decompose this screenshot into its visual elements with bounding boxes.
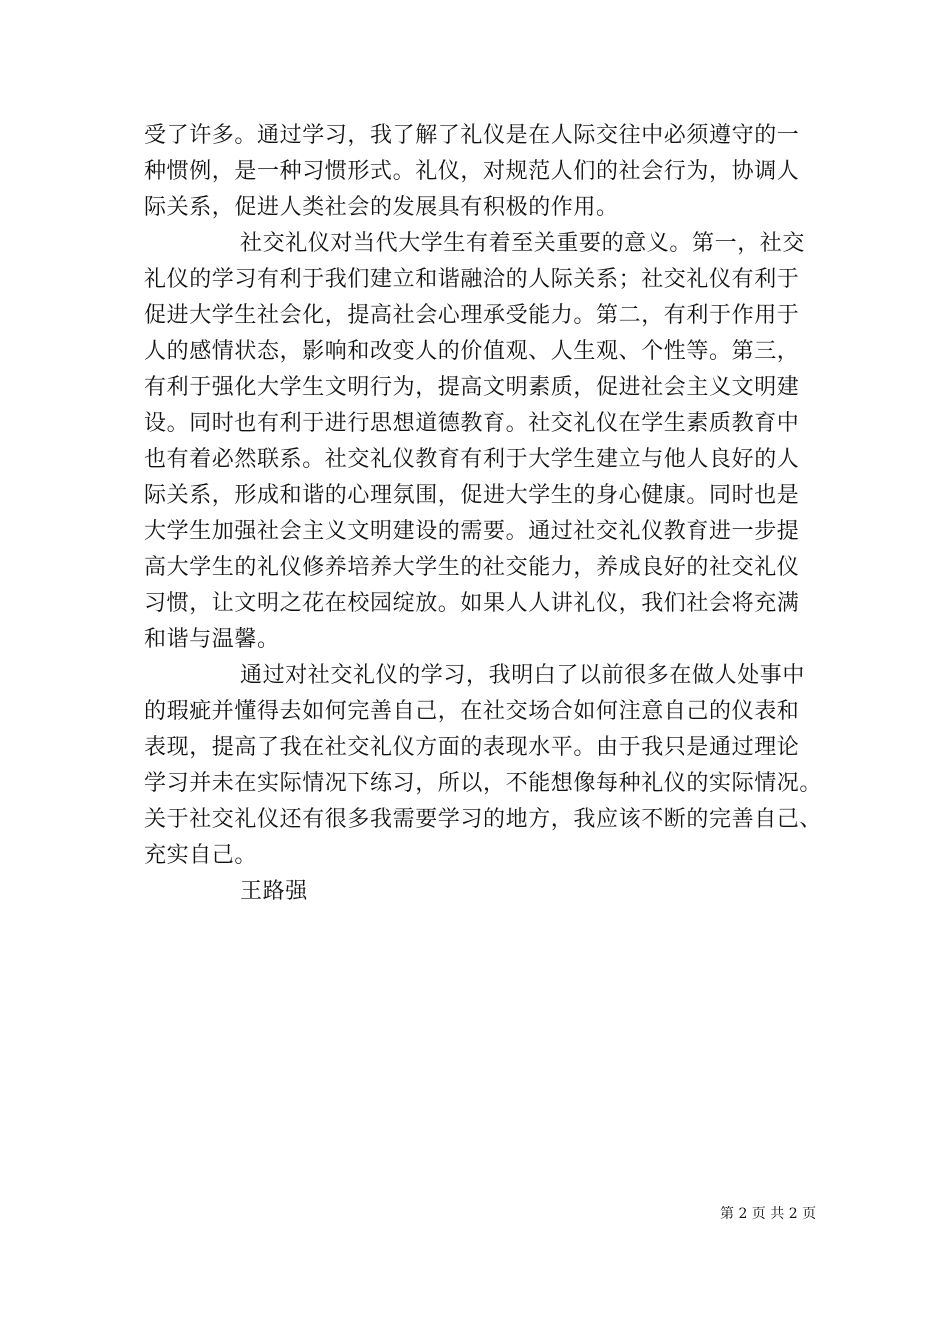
paragraph-line: 受了许多。通过学习，我了解了礼仪是在人际交往中必须遵守的一 [144,123,800,148]
paragraph-2 [144,226,809,658]
paragraph-line: 礼仪的学习有利于我们建立和谐融洽的人际关系；社交礼仪有利于 [144,267,800,292]
paragraph-1 [144,118,809,226]
paragraph-line: 种惯例，是一种习惯形式。礼仪，对规范人们的社会行为，协调人 [144,159,800,184]
paragraph-line: 大学生加强社会主义文明建设的需要。通过社交礼仪教育进一步提 [144,519,800,544]
paragraph-line: 际关系，促进人类社会的发展具有积极的作用。 [144,195,619,220]
document-body [144,118,823,910]
paragraph-line: 人的感情状态，影响和改变人的价值观、人生观、个性等。第三， [144,339,800,364]
paragraph-line: 和谐与温馨。 [144,627,280,652]
paragraph-line: 关于社交礼仪还有很多我需要学习的地方，我应该不断的完善自己、 [144,807,823,832]
paragraph-line: 表现，提高了我在社交礼仪方面的表现水平。由于我只是通过理论 [144,735,800,760]
paragraph-line: 设。同时也有利于进行思想道德教育。社交礼仪在学生素质教育中 [144,411,800,436]
paragraph-line: 社交礼仪对当代大学生有着至关重要的意义。第一，社交 [240,231,806,256]
signature: 王路强 [240,879,308,904]
paragraph-line: 习惯，让文明之花在校园绽放。如果人人讲礼仪，我们社会将充满 [144,591,800,616]
paragraph-line: 高大学生的礼仪修养培养大学生的社交能力，养成良好的社交礼仪 [144,555,800,580]
paragraph-3 [144,658,823,874]
paragraph-line: 际关系，形成和谐的心理氛围，促进大学生的身心健康。同时也是 [144,483,800,508]
paragraph-line: 学习并未在实际情况下练习，所以，不能想像每种礼仪的实际情况。 [144,771,823,796]
paragraph-line: 有利于强化大学生文明行为，提高文明素质，促进社会主义文明建 [144,375,800,400]
paragraph-line: 促进大学生社会化，提高社会心理承受能力。第二，有利于作用于 [144,303,800,328]
paragraph-line: 充实自己。 [144,843,258,868]
paragraph-line: 的瑕疵并懂得去如何完善自己，在社交场合如何注意自己的仪表和 [144,699,800,724]
page-number-footer: 第 2 页 共 2 页 [720,1206,817,1222]
paragraph-line: 通过对社交礼仪的学习，我明白了以前很多在做人处事中 [240,663,806,688]
paragraph-line: 也有着必然联系。社交礼仪教育有利于大学生建立与他人良好的人 [144,447,800,472]
